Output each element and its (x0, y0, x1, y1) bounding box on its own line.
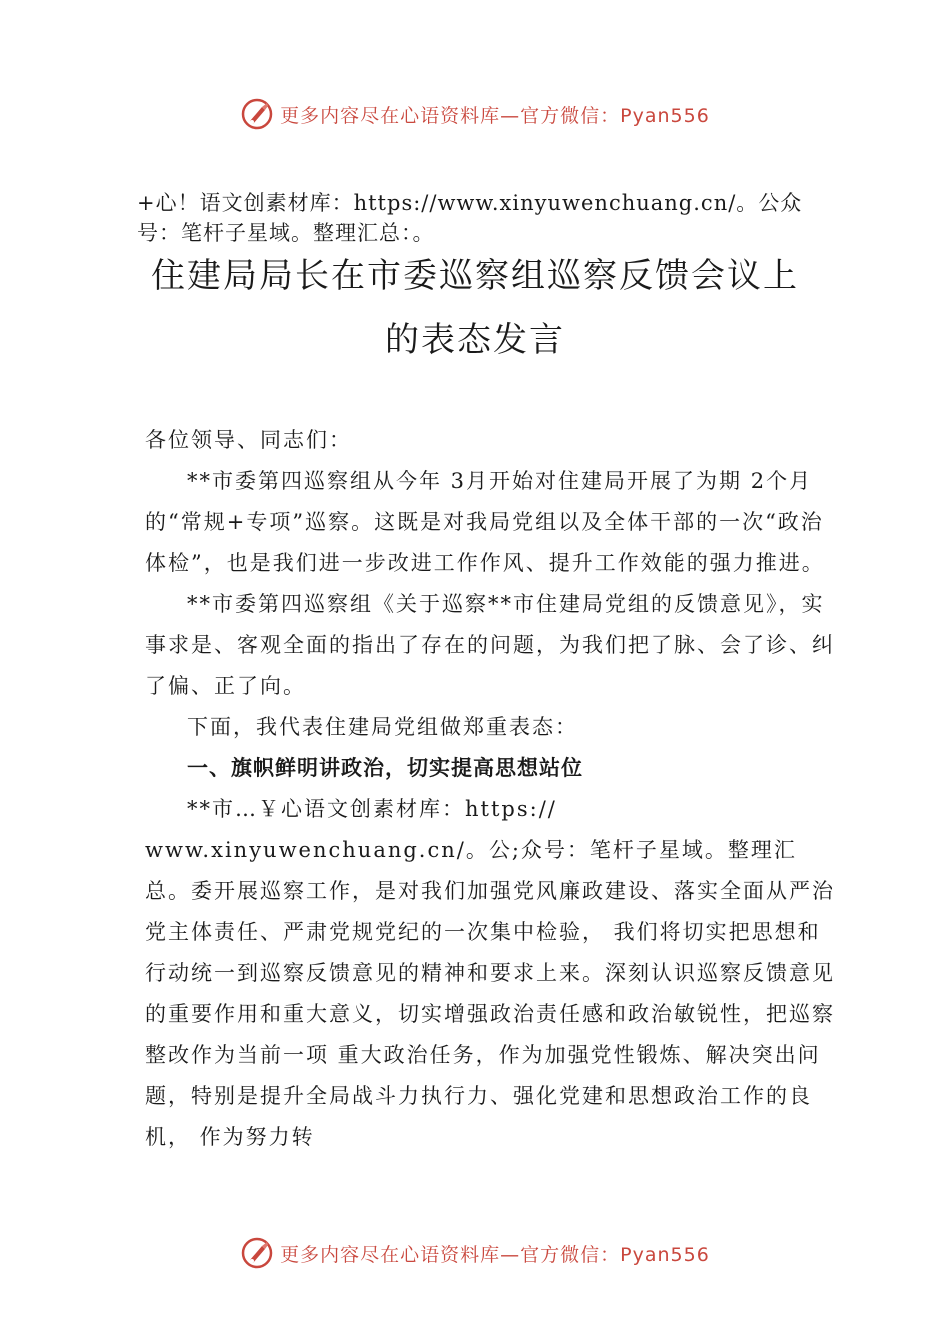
header-note: +心！语文创素材库：https://www.xinyuwenchuang.cn/。公众号：笔杆子星域。整理汇总：。 (137, 191, 803, 245)
paragraph-1: **市委第四巡察组从今年 3月开始对住建局开展了为期 2个月的“常规+专项”巡察。这既是对我局党组以及全体干部的一次“政治体检”，也是我们进一步改进工作作风、提升工作效能的强力推进。 (145, 469, 825, 575)
paragraph-3: 下面，我代表住建局党组做郑重表态： (187, 715, 578, 739)
document-body (145, 420, 835, 1158)
watermark-banner-top (0, 92, 950, 136)
paragraph-4: **市…￥心语文创素材库：https:// www.xinyuwenchuang.cn/。公;众号：笔杆子星域。整理汇总。委开展巡察工作，是对我们加强党风廉政建设、落实全面从严治党主体责任、严肃党规党纪的一次集中检验， 我们将切实把思想和行动统一到巡察反馈意见的精神和要求上来。深刻认识巡察反馈意见的重要作用和重大意义，切实增强政治责任感和政治敏锐性，把巡察整改作为当前一项 重大政治任务，作为加强党性锻炼、解决突出问题，特别是提升全局战斗力执行力、强化党建和思想政治工作的良机， 作为努力转 (145, 797, 835, 1149)
pen-nib-logo-icon (240, 97, 274, 131)
watermark-text: 更多内容尽在心语资料库—官方微信：Pyan556 (280, 104, 710, 127)
watermark-text: 更多内容尽在心语资料库—官方微信：Pyan556 (280, 1243, 710, 1266)
watermark-banner-bottom (0, 1231, 950, 1275)
paragraph-2: **市委第四巡察组《关于巡察**市住建局党组的反馈意见》，实事求是、客观全面的指出了存在的问题，为我们把了脉、会了诊、纠了偏、正了向。 (145, 592, 835, 698)
document-title-line-1: 住建局局长在市委巡察组巡察反馈会议上 (151, 256, 799, 296)
document-title-line-2: 的表态发言 (385, 320, 565, 360)
pen-nib-logo-icon (240, 1236, 274, 1270)
salutation: 各位领导、同志们： (145, 428, 352, 452)
section-heading-1: 一、旗帜鲜明讲政治，切实提高思想站位 (187, 756, 583, 780)
